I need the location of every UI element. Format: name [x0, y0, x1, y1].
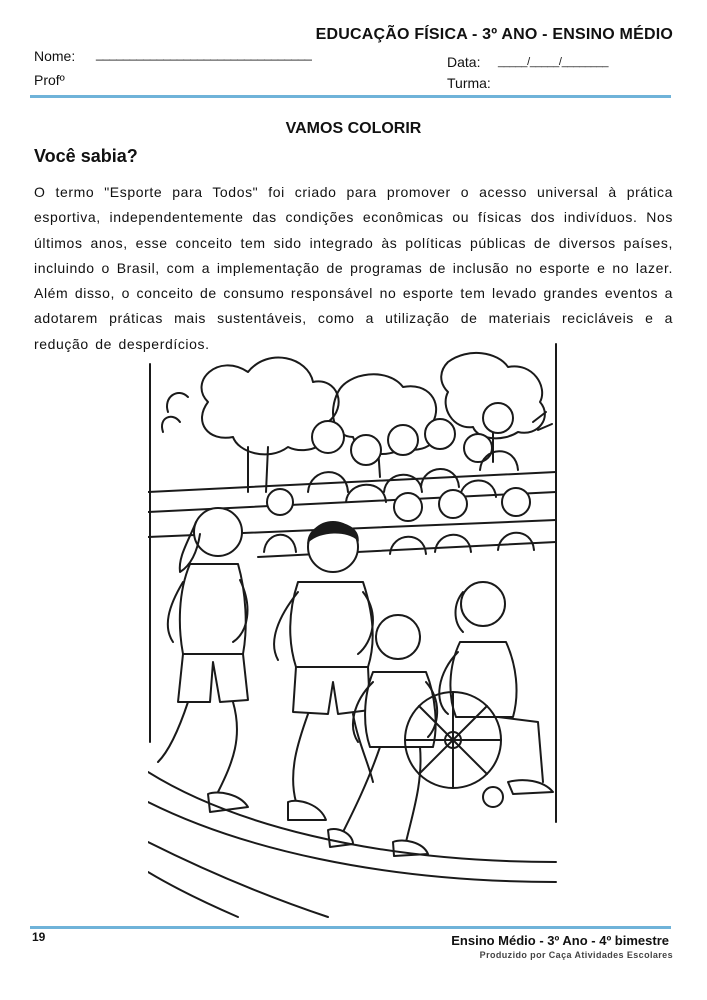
subtitle: Você sabia?: [34, 146, 138, 166]
runner-boy: [274, 522, 373, 820]
worksheet-title: EDUCAÇÃO FÍSICA - 3º ANO - ENSINO MÉDIO: [315, 26, 673, 43]
section-title: VAMOS COLORIR: [285, 120, 422, 137]
date-blank: _____/_____/________: [498, 56, 609, 68]
teacher-label: Profº: [34, 72, 65, 88]
header-divider: [30, 95, 671, 98]
body-paragraph: O termo "Esporte para Todos" foi criado para promover o acesso universal à prática esportiva, independentemente das condições econômicas ou físicas dos indivíduos. Nos últimos anos, esse conceito tem sido integrado às políticas públicas de diversos países, incluindo o Brasil, com a implementação de programas de inclusão no esporte e no lazer. Além disso, o conceito de consumo responsável no esporte tem levado grandes eventos a adotarem práticas mais sustentáveis, como a utilização de materiais recicláveis e a redução de desperdícios.: [34, 184, 673, 352]
name-blank: ________________________________: [96, 46, 312, 61]
page-number: 19: [32, 930, 46, 944]
credit-line: Produzido por Caça Atividades Escolares: [479, 950, 673, 960]
date-label: Data:: [447, 54, 481, 70]
runner-girl: [158, 508, 248, 812]
footer-divider: [30, 926, 671, 929]
course-info: Ensino Médio - 3º Ano - 4º bimestre: [451, 933, 669, 948]
name-label: Nome:: [34, 48, 76, 64]
coloring-illustration: [148, 342, 558, 920]
class-label: Turma:: [447, 75, 491, 91]
